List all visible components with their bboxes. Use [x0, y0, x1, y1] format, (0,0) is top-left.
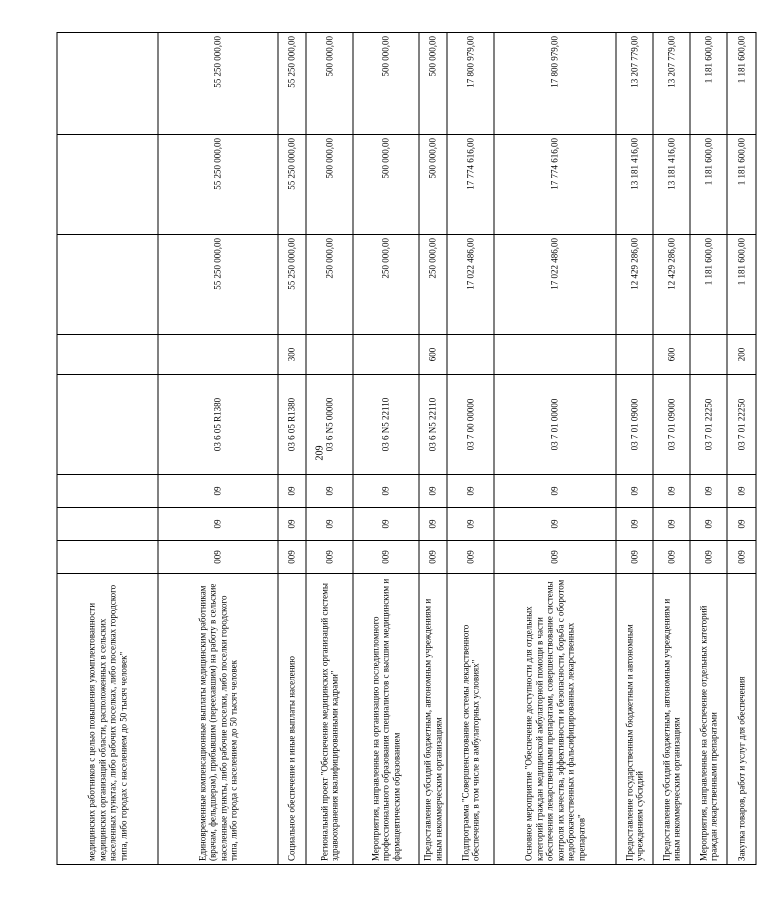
row-cell-c5: 300: [278, 335, 306, 375]
row-cell-c3: 09: [690, 475, 727, 508]
row-cell-v2: 17 774 616,00: [447, 135, 494, 235]
row-cell-c5: 200: [727, 335, 756, 375]
row-cell-c5: [494, 335, 616, 375]
row-cell-v2: 1 181 600,00: [727, 135, 756, 235]
row-cell-c1: 009: [278, 541, 306, 574]
row-cell-c2: 09: [447, 508, 494, 541]
row-cell-c3: 09: [158, 475, 278, 508]
row-cell-c4: 03 7 00 00000: [447, 375, 494, 475]
row-cell-c3: [57, 475, 158, 508]
row-cell-c2: 09: [653, 508, 690, 541]
table-row: [653, 33, 690, 865]
row-cell-c3: 09: [616, 475, 653, 508]
row-cell-v3: 55 250 000,00: [278, 33, 306, 135]
row-cell-c5: 600: [419, 335, 447, 375]
row-cell-v3: [57, 33, 158, 135]
row-cell-c5: [353, 335, 419, 375]
row-name-cell: Предоставление субсидий бюджетным, автономным учреждениям и иным некоммерческим организациям: [419, 574, 447, 865]
row-cell-c5: [158, 335, 278, 375]
row-cell-c1: 009: [158, 541, 278, 574]
row-cell-c4: 03 6 N5 22110: [419, 375, 447, 475]
row-cell-v1: 55 250 000,00: [278, 235, 306, 335]
row-name-cell: Закупка товаров, работ и услуг для обеспечения: [727, 574, 756, 865]
row-cell-v1: 55 250 000,00: [158, 235, 278, 335]
row-cell-c3: 09: [419, 475, 447, 508]
row-cell-v2: [57, 135, 158, 235]
row-cell-c1: 009: [353, 541, 419, 574]
row-cell-c4: 03 7 01 22250: [690, 375, 727, 475]
row-cell-v2: 1 181 600,00: [690, 135, 727, 235]
row-cell-v1: 12 429 286,00: [616, 235, 653, 335]
row-cell-c3: 09: [353, 475, 419, 508]
row-cell-v3: 55 250 000,00: [158, 33, 278, 135]
row-cell-v3: 500 000,00: [306, 33, 353, 135]
row-cell-v2: 13 181 416,00: [653, 135, 690, 235]
row-cell-c3: 09: [306, 475, 353, 508]
row-name-cell: Мероприятия, направленные на обеспечение отдельных категорий граждан лекарственными препаратами: [690, 574, 727, 865]
row-cell-v2: 500 000,00: [306, 135, 353, 235]
row-cell-c4: 03 7 01 09000: [616, 375, 653, 475]
row-cell-c1: 009: [616, 541, 653, 574]
row-cell-c4: 03 7 01 00000: [494, 375, 616, 475]
row-name-cell: Мероприятия, направленные на организацию последипломного профессионального образования специалистов с высшим медицинским и фармацевтическим образованием: [353, 574, 419, 865]
row-cell-v2: 55 250 000,00: [158, 135, 278, 235]
table-row: [158, 33, 278, 865]
table-row: [447, 33, 494, 865]
row-cell-v3: 17 800 979,00: [447, 33, 494, 135]
table-row: [690, 33, 727, 865]
table-row: [353, 33, 419, 865]
row-cell-c5: [447, 335, 494, 375]
table-row: [419, 33, 447, 865]
row-cell-c2: 09: [727, 508, 756, 541]
table-row: [616, 33, 653, 865]
row-cell-c1: [57, 541, 158, 574]
row-cell-v3: 13 207 779,00: [653, 33, 690, 135]
row-cell-v1: 12 429 286,00: [653, 235, 690, 335]
row-cell-v2: 55 250 000,00: [278, 135, 306, 235]
row-cell-c3: 09: [278, 475, 306, 508]
row-cell-c5: 600: [653, 335, 690, 375]
row-cell-c4: 03 7 01 22250: [727, 375, 756, 475]
row-cell-c4: 03 6 05 R1380: [278, 375, 306, 475]
row-cell-c2: [57, 508, 158, 541]
row-cell-c2: 09: [278, 508, 306, 541]
table-body: [57, 33, 756, 865]
row-cell-c1: 009: [727, 541, 756, 574]
row-cell-v1: 250 000,00: [419, 235, 447, 335]
row-cell-c5: [690, 335, 727, 375]
row-cell-c5: [57, 335, 158, 375]
row-cell-v1: 1 181 600,00: [690, 235, 727, 335]
row-cell-v3: 500 000,00: [419, 33, 447, 135]
row-cell-c1: 009: [447, 541, 494, 574]
row-cell-v1: [57, 235, 158, 335]
row-name-cell: Социальное обеспечение и иные выплаты населению: [278, 574, 306, 865]
row-cell-c5: [616, 335, 653, 375]
row-cell-v1: 1 181 600,00: [727, 235, 756, 335]
row-cell-c4: [57, 375, 158, 475]
table-row: [306, 33, 353, 865]
row-cell-c3: 09: [447, 475, 494, 508]
row-name-cell: Предоставление государственным бюджетным и автономным учреждениям субсидий: [616, 574, 653, 865]
row-cell-c4: 03 6 N5 22110: [353, 375, 419, 475]
budget-table: [57, 32, 757, 865]
rotated-table-wrapper: [57, 33, 747, 865]
row-cell-c4: 03 6 N5 00000: [306, 375, 353, 475]
row-cell-c5: [306, 335, 353, 375]
row-cell-c2: 09: [419, 508, 447, 541]
row-cell-c1: 009: [419, 541, 447, 574]
row-cell-c2: 09: [353, 508, 419, 541]
table-row: [727, 33, 756, 865]
row-cell-v3: 17 800 979,00: [494, 33, 616, 135]
row-cell-v3: 1 181 600,00: [690, 33, 727, 135]
row-cell-v2: 13 181 416,00: [616, 135, 653, 235]
row-cell-v3: 1 181 600,00: [727, 33, 756, 135]
page-number: 209: [314, 445, 326, 461]
row-cell-v1: 250 000,00: [353, 235, 419, 335]
row-name-cell: медицинских работников с целью повышения укомплектованности медицинских организаций области, расположенных в сельских населенных пунктах, либо рабочих поселках, либо поселках городского типа, либо городах с населением до 50 тысяч человек": [57, 574, 158, 865]
row-cell-c3: 09: [494, 475, 616, 508]
row-name-cell: Предоставление субсидий бюджетным, автономным учреждениям и иным некоммерческим организациям: [653, 574, 690, 865]
row-name-cell: Единовременные компенсационные выплаты медицинским работникам (врачам, фельдшерам), прибывшим (переехавшим) на работу в сельские населенные пункты, либо рабочие поселки, либо поселки городского типа, либо города с населением до 50 тысяч человек: [158, 574, 278, 865]
row-name-cell: Подпрограмма "Совершенствование системы лекарственного обеспечения, в том числе в амбулаторных условиях": [447, 574, 494, 865]
table-row: [57, 33, 158, 865]
row-cell-v3: 13 207 779,00: [616, 33, 653, 135]
row-cell-c1: 009: [494, 541, 616, 574]
row-cell-v2: 500 000,00: [419, 135, 447, 235]
table-row: [278, 33, 306, 865]
row-cell-c2: 09: [616, 508, 653, 541]
row-name-cell: Основное мероприятие "Обеспечение доступности для отдельных категорий граждан медицинской амбулаторной помощи в части обеспечения лекарственными препаратами, совершенствование системы контроля их качества, эффективности и безопасности, борьба с оборотом недоброкачественных и фальсифицированных лекарственных препаратов": [494, 574, 616, 865]
row-cell-c1: 009: [306, 541, 353, 574]
row-cell-c3: 09: [727, 475, 756, 508]
row-cell-v1: 250 000,00: [306, 235, 353, 335]
row-cell-c2: 09: [306, 508, 353, 541]
row-cell-c4: 03 7 01 09000: [653, 375, 690, 475]
row-cell-c1: 009: [653, 541, 690, 574]
row-name-cell: Региональный проект "Обеспечение медицинских организаций системы здравоохранения квалифицированными кадрами": [306, 574, 353, 865]
row-cell-c2: 09: [690, 508, 727, 541]
row-cell-v1: 17 022 486,00: [494, 235, 616, 335]
row-cell-v2: 17 774 616,00: [494, 135, 616, 235]
row-cell-v2: 500 000,00: [353, 135, 419, 235]
row-cell-v1: 17 022 486,00: [447, 235, 494, 335]
row-cell-v3: 500 000,00: [353, 33, 419, 135]
row-cell-c3: 09: [653, 475, 690, 508]
row-cell-c2: 09: [158, 508, 278, 541]
table-row: [494, 33, 616, 865]
row-cell-c4: 03 6 05 R1380: [158, 375, 278, 475]
row-cell-c1: 009: [690, 541, 727, 574]
row-cell-c2: 09: [494, 508, 616, 541]
